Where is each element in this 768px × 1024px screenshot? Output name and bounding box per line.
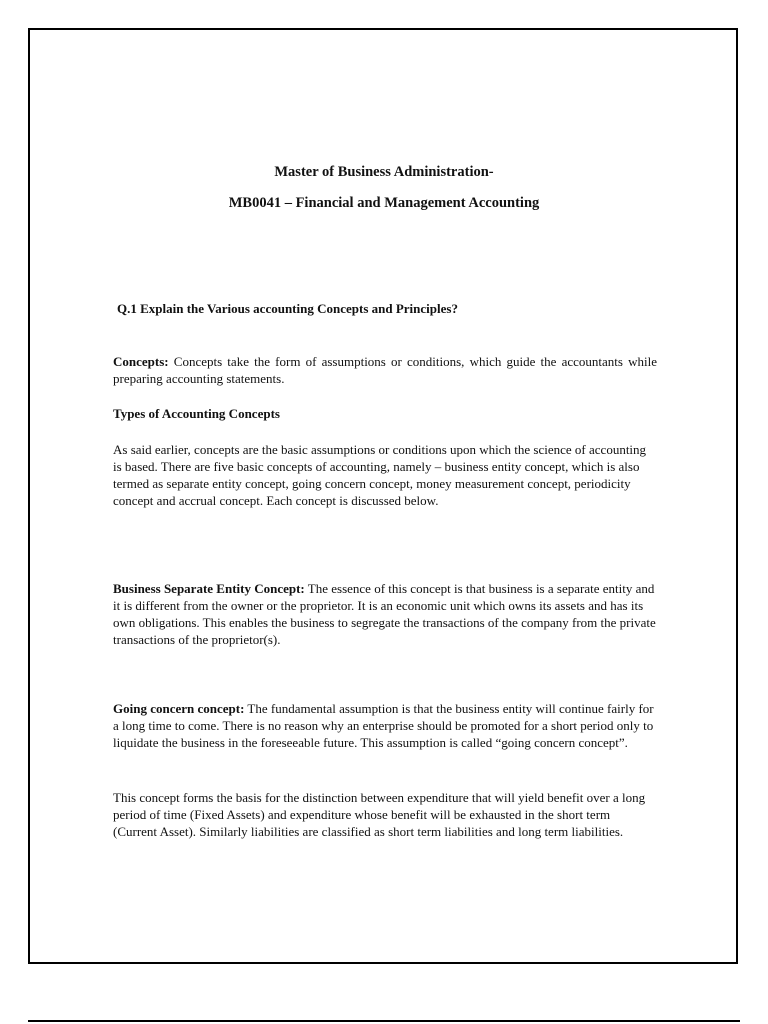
types-heading: Types of Accounting Concepts (113, 406, 280, 421)
business-entity-text: The essence of this concept is that business is a separate entity and it is different from the owner or the proprietor. It is an economic unit which owns its assets and has its own obligations. This enables the business to segregate the transactions of the company from the private transactions of the proprietor(s). (113, 581, 656, 647)
business-entity-lead: Business Separate Entity Concept: (113, 581, 305, 596)
going-concern-lead: Going concern concept: (113, 701, 245, 716)
basis-paragraph: This concept forms the basis for the distinction between expenditure that will yield benefit over a long period of time (Fixed Assets) and expenditure whose benefit will be exhausted in the short term (Current Asset). Similarly liabilities are classified as short term liabilities and long term liabilities. (113, 790, 646, 839)
question-heading: Q.1 Explain the Various accounting Concepts and Principles? (117, 301, 458, 316)
going-concern-paragraph (113, 700, 657, 751)
next-page-border (28, 1020, 740, 1022)
concepts-text: Concepts take the form of assumptions or conditions, which guide the accountants while preparing accounting statements. (113, 354, 657, 386)
business-entity-paragraph (113, 580, 657, 648)
going-concern-text: The fundamental assumption is that the business entity will continue fairly for a long time to come. There is no reason why an enterprise should be promoted for a short period only to liquidate the business in the foreseeable future. This assumption is called “going concern concept”. (113, 701, 654, 750)
document-title: Master of Business Administration- (274, 164, 494, 180)
types-paragraph: As said earlier, concepts are the basic assumptions or conditions upon which the science of accounting is based. There are five basic concepts of accounting, namely – business entity concept, which is also termed as separate entity concept, going concern concept, money measurement concept, periodicity concept and accrual concept. Each concept is discussed below. (113, 442, 647, 508)
concepts-lead: Concepts: (113, 354, 169, 369)
concepts-paragraph (113, 353, 657, 387)
course-title: MB0041 – Financial and Management Accounting (228, 195, 540, 211)
